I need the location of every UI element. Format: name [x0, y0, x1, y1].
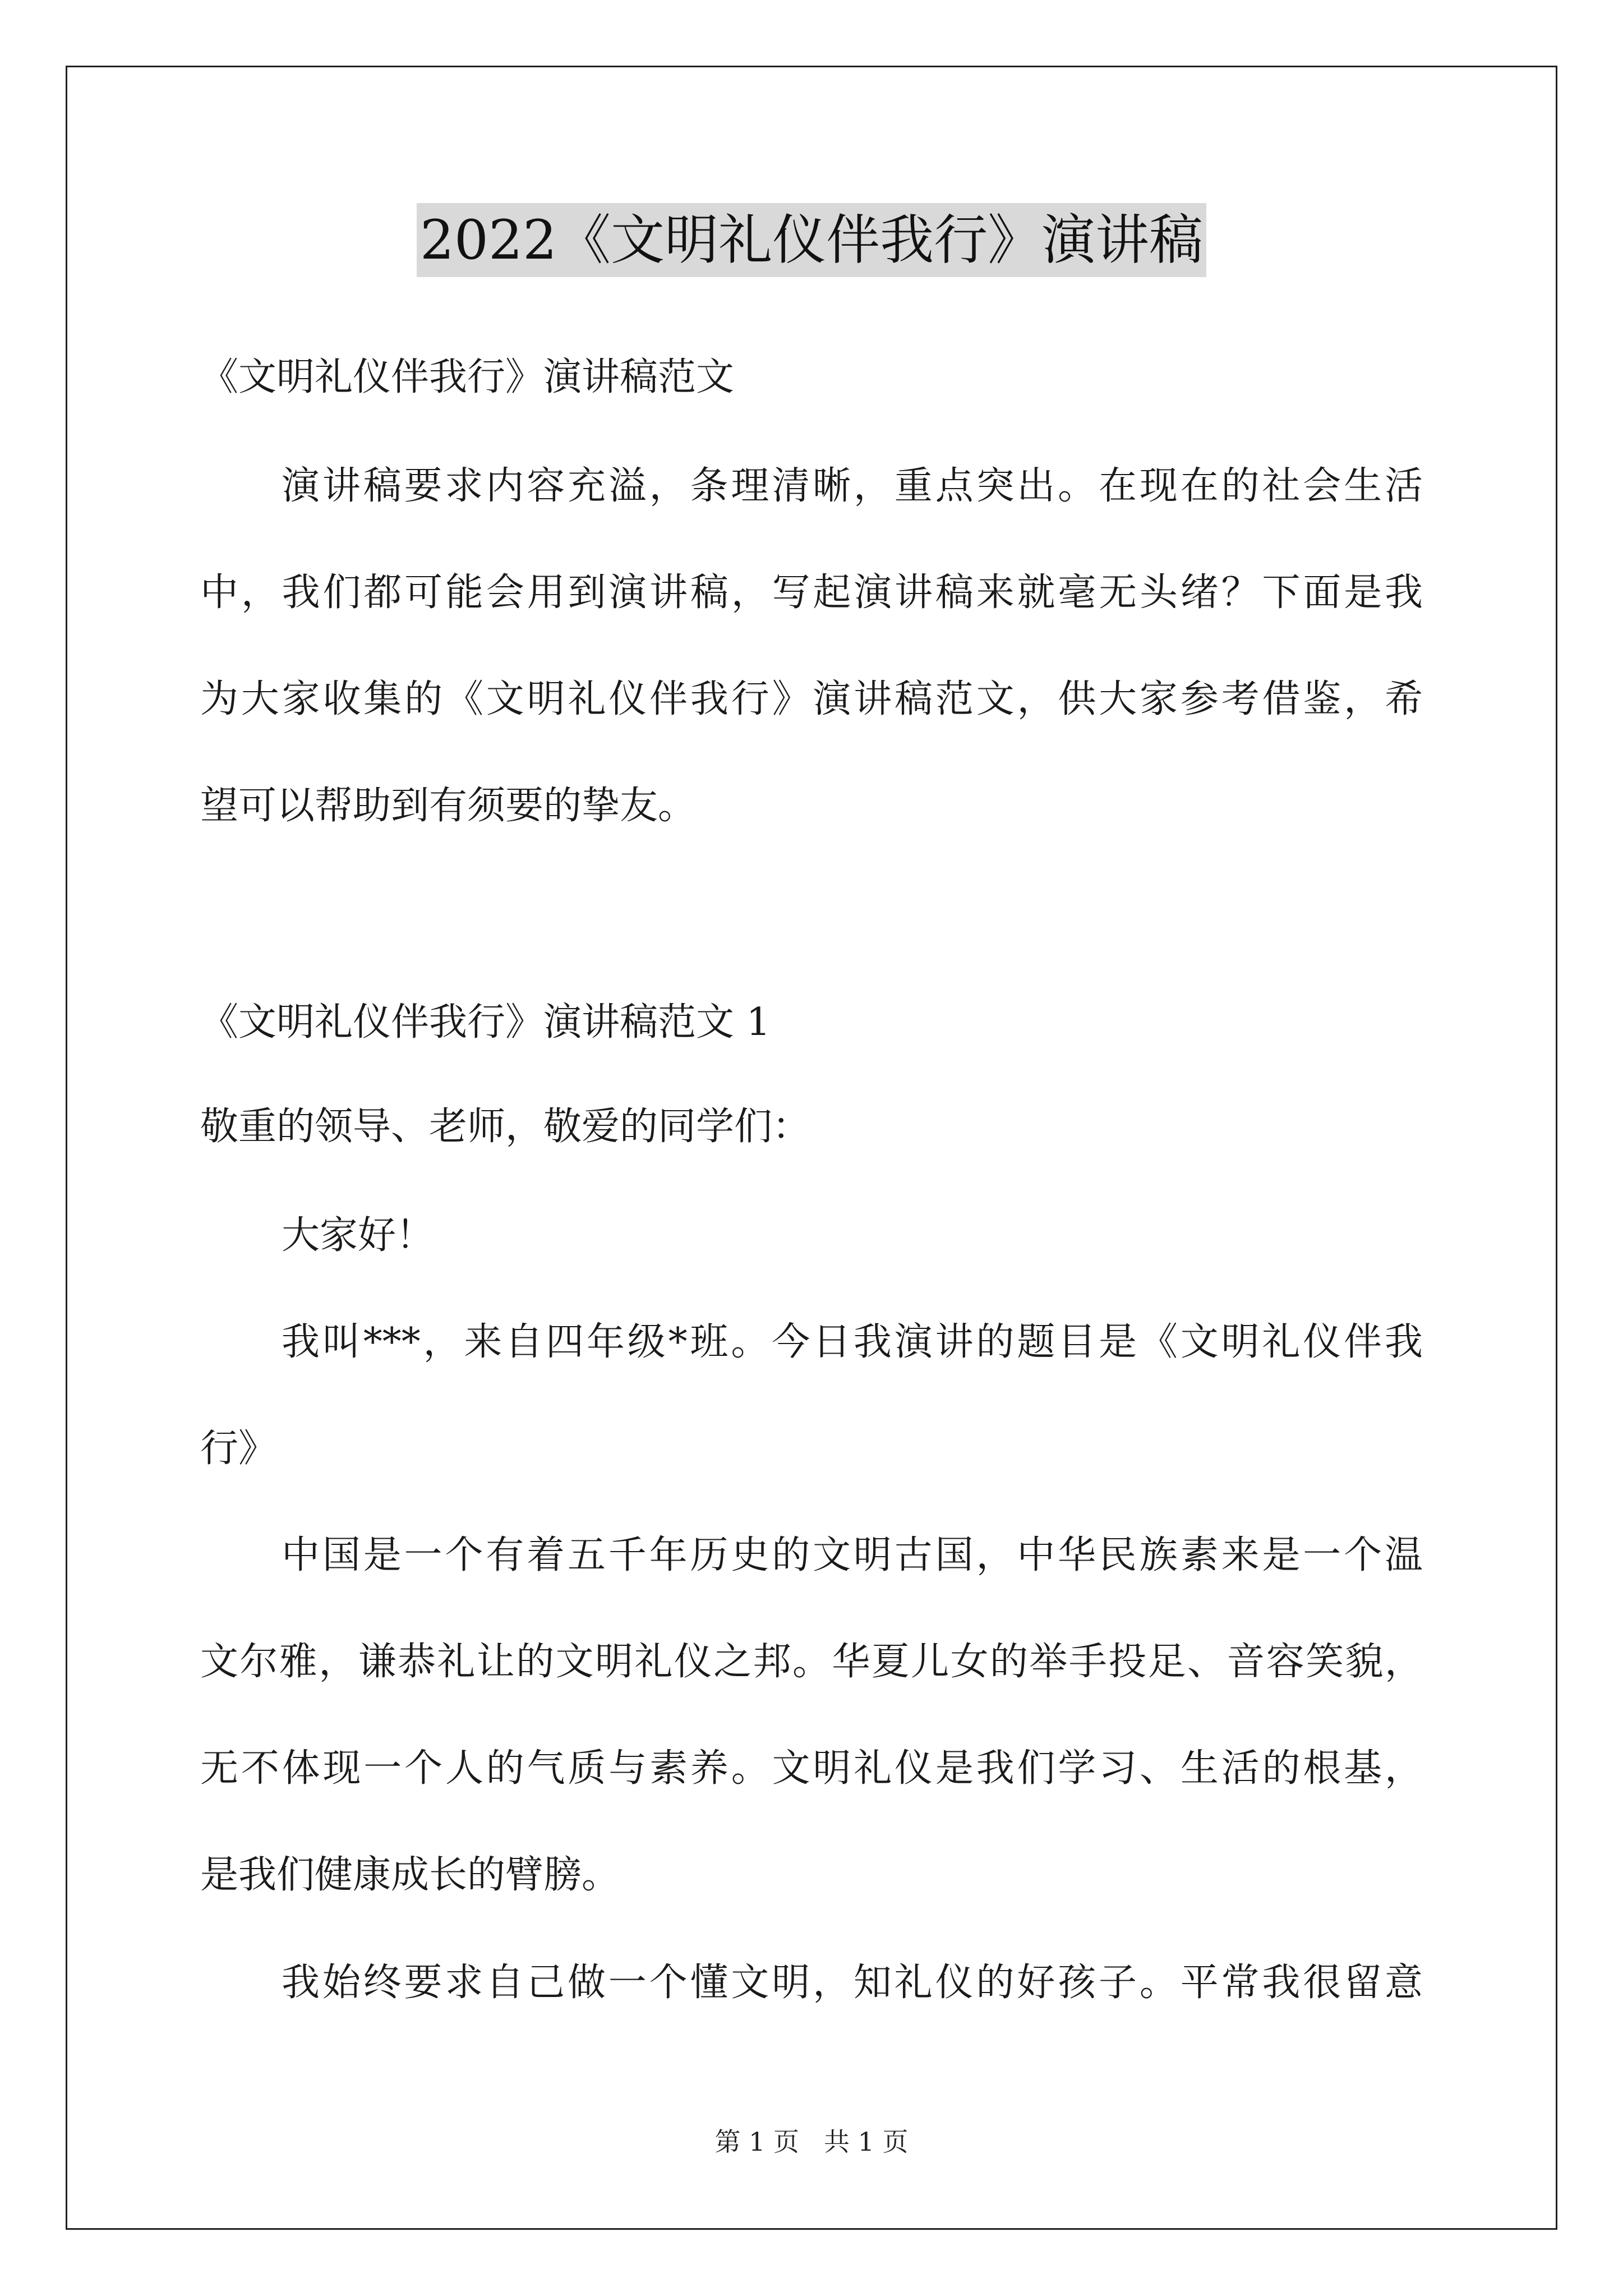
paragraph-line: 文尔雅，谦恭礼让的文明礼仪之邦。华夏儿女的举手投足、音容笑貌，: [200, 1640, 1423, 1684]
salutation-line: 敬重的领导、老师，敬爱的同学们：: [200, 1105, 811, 1149]
paragraph-line: 演讲稿要求内容充溢，条理清晰，重点突出。在现在的社会生活: [282, 464, 1423, 508]
section-heading: 《文明礼仪伴我行》演讲稿范文 1: [200, 1000, 771, 1045]
paragraph-line: 望可以帮助到有须要的挚友。: [200, 784, 697, 828]
paragraph-line: 是我们健康成长的臂膀。: [200, 1853, 620, 1897]
paragraph-line: 我始终要求自己做一个懂文明，知礼仪的好孩子。平常我很留意: [282, 1961, 1423, 2005]
paragraph-line: 中，我们都可能会用到演讲稿，写起演讲稿来就毫无头绪？下面是我: [200, 570, 1423, 615]
subtitle-line: 《文明礼仪伴我行》演讲稿范文: [200, 355, 735, 399]
paragraph-line: 无不体现一个人的气质与素养。文明礼仪是我们学习、生活的根基，: [200, 1746, 1423, 1791]
page-total: 共 1 页: [824, 2127, 909, 2157]
page-footer: [0, 2125, 1623, 2159]
page-number: 第 1 页: [714, 2127, 799, 2157]
title-container: [0, 203, 1623, 277]
document-title: 2022《文明礼仪伴我行》演讲稿: [417, 203, 1206, 277]
paragraph-line: 我叫***，来自四年级*班。今日我演讲的题目是《文明礼仪伴我: [282, 1320, 1423, 1364]
paragraph-line: 行》: [200, 1427, 277, 1471]
paragraph-line: 为大家收集的《文明礼仪伴我行》演讲稿范文，供大家参考借鉴，希: [200, 677, 1423, 721]
greeting-line: 大家好！: [282, 1213, 435, 1258]
paragraph-line: 中国是一个有着五千年历史的文明古国，中华民族素来是一个温: [282, 1533, 1423, 1577]
